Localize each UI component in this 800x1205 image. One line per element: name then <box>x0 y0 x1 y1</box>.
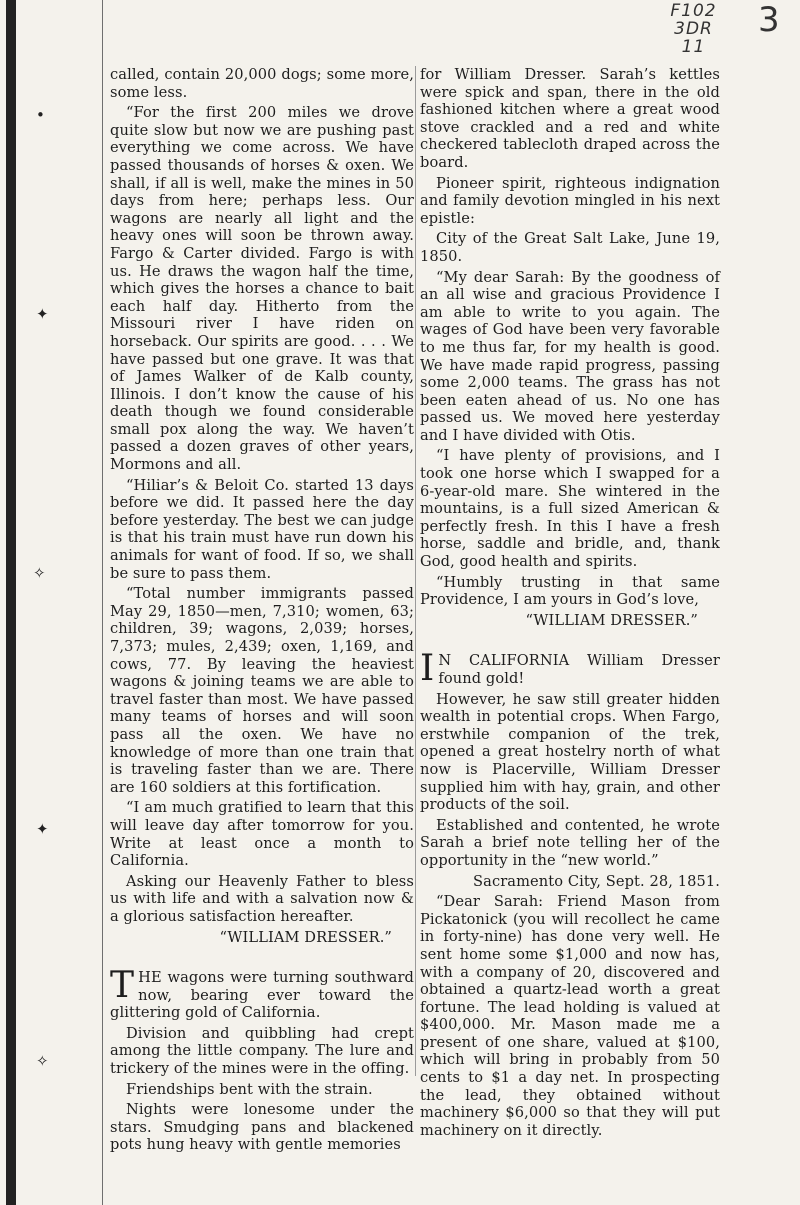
article-paragraph: Division and quibbling had crept among the little company. The lure and trickery of the mines were in the offing. <box>110 1024 414 1078</box>
section-opening-text: N CALIFORNIA William Dresser found gold! <box>438 652 720 687</box>
article-paragraph: called, contain 20,000 dogs; some more, some less. <box>110 66 414 101</box>
article-paragraph: “Humbly trusting in that same Providence, I am yours in God’s love, <box>420 573 720 609</box>
margin-pin-mark: ✦ <box>36 305 49 323</box>
column-divider <box>415 66 416 1076</box>
letter-dateline: City of the Great Salt Lake, June 19, 1850. <box>420 230 720 265</box>
margin-pin-mark: ✦ <box>36 820 49 838</box>
left-column <box>110 66 414 1157</box>
drop-cap: T <box>110 965 135 1007</box>
article-paragraph: “Total number immigrants passed May 29, 1850—men, 7,310; women, 63; children, 39; wagons, 2,039; horses, 7,373; mules, 2,439; oxen, 1,169, and cows, 77. By leaving the heaviest wagons & joining teams we are able to travel faster than most. We have passed many teams of horses and will soon pass all the oxen. We have no knowledge of more than one train that is traveling faster than we are. There are 160 soldiers at this fortification. <box>110 585 414 796</box>
handwritten-file-code: F102 3DR 11 <box>670 1 717 57</box>
article-paragraph: However, he saw still greater hidden wealth in potential crops. When Fargo, erstwhile companion of the trek, opened a great hostelry north of what now is Placerville, William Dresser supplied him with hay, grain, and other products of the soil. <box>420 690 720 814</box>
article-paragraph: Established and contented, he wrote Sarah a brief note telling her of the opportunity in the “new world.” <box>420 816 720 869</box>
page-edge-shadow <box>6 0 16 1205</box>
article-paragraph: “My dear Sarah: By the goodness of an all wise and gracious Providence I am able to write to you again. The wages of God have been very favorable to me thus far, for my health is good. We have made rapid progress, passing some 2,000 teams. The grass has not been eaten ahead of us. No one has passed us. We moved here yesterday and I have divided with Otis. <box>420 268 720 444</box>
article-paragraph: “Hiliar’s & Beloit Co. started 13 days before we did. It passed here the day before yesterday. The best we can judge is that his train must have run down his animals for want of food. If so, we shall be sure to pass them. <box>110 476 414 582</box>
article-paragraph: Pioneer spirit, righteous indignation and family devotion mingled in his next epistle: <box>420 174 720 227</box>
margin-pin-mark: ✧ <box>36 1052 49 1070</box>
section-gap <box>110 949 414 969</box>
article-paragraph: Asking our Heavenly Father to bless us with life and with a salvation now & a glorious satisfaction hereafter. <box>110 872 414 925</box>
right-column <box>420 66 720 1142</box>
article-paragraph: Nights were lonesome under the stars. Smudging pans and blackened pots hung heavy with gentle memories <box>110 1101 414 1154</box>
article-paragraph: “I am much gratified to learn that this will leave day after tomorrow for you. Write at least once a month to California. <box>110 799 414 870</box>
margin-pin-mark: ✧ <box>33 564 46 582</box>
section-opening-paragraph <box>110 965 414 1022</box>
article-paragraph: “For the first 200 miles we drove quite slow but now we are pushing past everything we come across. We have passed thousands of horses & oxen. We shall, if all is well, make the mines in 50 days from here; perhaps less. Our wagons are nearly all light and the heavy ones will soon be thrown away. Fargo & Carter divided. Fargo is with us. He draws the wagon half the time, which gives the horses a chance to bait each half day. Hitherto from the Missouri river I have riden on horseback. Our spirits are good. . . . We have passed but one grave. It was that of James Walker of de Kalb county, Illinois. I don’t know the cause of his death though we found considerable small pox along the way. We haven’t passed a dozen graves of other years, Mormons and all. <box>110 104 414 474</box>
drop-cap: I <box>420 648 435 690</box>
section-opening-paragraph <box>420 648 720 690</box>
section-opening-text: HE wagons were turning southward now, bearing ever toward the glittering gold of California. <box>110 969 414 1022</box>
binder-rule <box>102 0 103 1205</box>
article-paragraph: “Dear Sarah: Friend Mason from Pickatonick (you will recollect he came in forty-nine) has done very well. He sent home some $1,000 and now has, with a company of 20, discovered and obtained a quartz-lead worth a great fortune. The lead holding is valued at $400,000. Mr. Mason made me a present of one share, valued at $100, which will bring in probably from 50 cents to $1 a day net. In prospecting the lead, they obtained without machinery $6,000 so that they will put machinery on it directly. <box>420 893 720 1139</box>
article-paragraph: for William Dresser. Sarah’s kettles were spick and span, there in the old fashioned kitchen where a great wood stove crackled and a red and white checkered tablecloth draped across the board. <box>420 66 720 171</box>
article-paragraph: Friendships bent with the strain. <box>126 1080 373 1098</box>
letter-signature: “WILLIAM DRESSER.” <box>525 611 698 629</box>
letter-signature: “WILLIAM DRESSER.” <box>219 928 392 946</box>
article-paragraph: “I have plenty of provisions, and I took one horse which I swapped for a 6-year-old mare. She wintered in the mountains, is a full sized American & perfectly fresh. In this I have a fresh horse, saddle and bridle, and, thank God, good health and spirits. <box>420 447 720 571</box>
handwritten-page-number: 3 <box>758 0 780 40</box>
letter-dateline: Sacramento City, Sept. 28, 1851. <box>473 872 720 890</box>
margin-dot-mark: • <box>36 106 45 124</box>
section-gap <box>420 632 720 652</box>
